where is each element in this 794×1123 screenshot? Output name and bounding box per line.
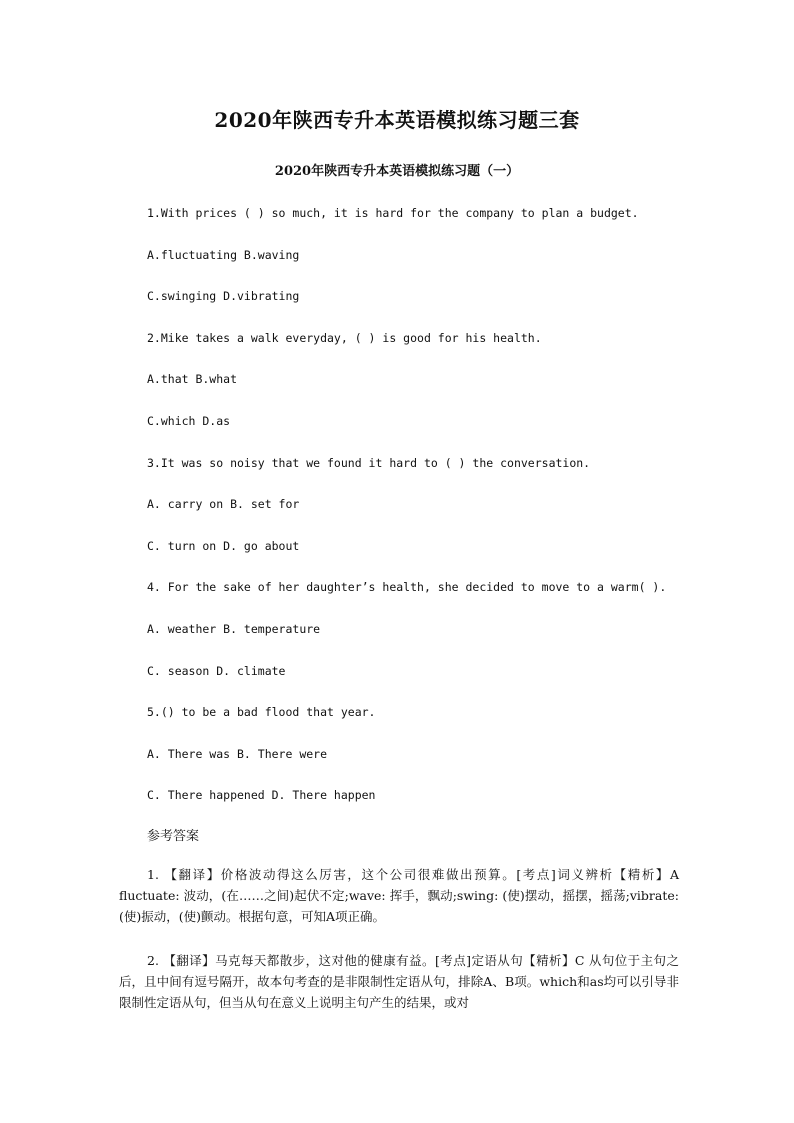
question-1-options-cd: C.swinging D.vibrating (147, 289, 300, 304)
question-4-options-ab: A. weather B. temperature (147, 621, 321, 636)
explanation-1: 1. 【翻译】价格波动得这么厉害，这个公司很难做出预算。[考点]词义辨析【精析】A fluctuate: 波动，(在……之间)起伏不定;wave: 挥手，飘动;swing: (使)摆动，摇摆，摇荡;vibrate: (使)振动，(使)颤动。根据句意，可知A项正确。 (119, 867, 679, 924)
question-1-options-ab: A.fluctuating B.waving (147, 247, 300, 262)
question-list (147, 204, 707, 828)
question-3-stem: 3.It was so noisy that we found it hard to ( ) the conversation. (147, 455, 591, 470)
question-2-stem: 2.Mike takes a walk everyday, ( ) is good for his health. (147, 330, 542, 345)
explanation-2: 2. 【翻译】马克每天都散步，这对他的健康有益。[考点]定语从句【精析】C 从句位于主句之后，且中间有逗号隔开，故本句考查的是非限制性定语从句，排除A、B项。which和as均可以引导非限制性定语从句，但当从句在意义上说明主句产生的结果，或对 (119, 953, 679, 1010)
question-5-options-ab: A. There was B. There were (147, 746, 328, 761)
question-4-options-cd: C. season D. climate (147, 663, 286, 678)
question-5-options-cd: C. There happened D. There happen (147, 788, 376, 803)
answers-heading: 参考答案 (147, 829, 200, 844)
question-1-stem: 1.With prices ( ) so much, it is hard for the company to plan a budget. (147, 206, 639, 220)
question-3-options-cd: C. turn on D. go about (147, 538, 300, 553)
question-2-options-ab: A.that B.what (147, 372, 238, 387)
question-2-options-cd: C.which D.as (147, 413, 231, 428)
document-subtitle: 2020年陕西专升本英语模拟练习题（一） (274, 164, 520, 179)
question-4-stem: 4. For the sake of her daughter’s health, she decided to move to a warm( ). (147, 580, 667, 595)
question-3-options-ab: A. carry on B. set for (147, 497, 300, 512)
question-5-stem: 5.() to be a bad flood that year. (147, 705, 376, 720)
document-title: 2020年陕西专升本英语模拟练习题三套 (214, 108, 580, 132)
